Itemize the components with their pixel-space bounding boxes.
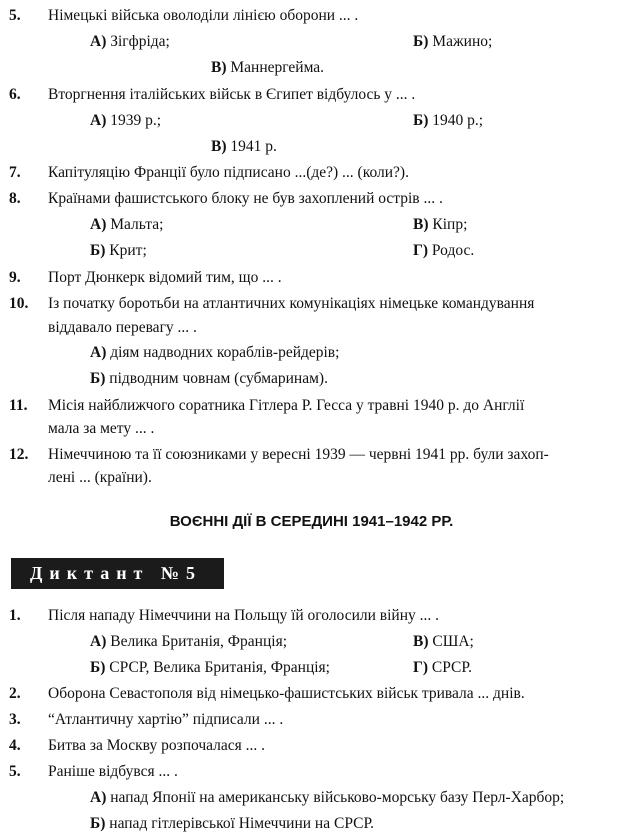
question-number: 10. bbox=[9, 295, 29, 312]
answer-row bbox=[0, 109, 623, 133]
question-text: Країнами фашистського блоку не був захоплений острів ... . bbox=[48, 190, 443, 207]
question-number: 4. bbox=[9, 737, 21, 754]
answer-row bbox=[0, 367, 623, 391]
answer-option: Г) Родос. bbox=[413, 242, 475, 259]
question-text: Капітуляцію Франції було підписано ...(де?) ... (коли?). bbox=[48, 164, 409, 181]
answer-option: Б) СРСР, Велика Британія, Франція; bbox=[90, 659, 330, 676]
question-number: 5. bbox=[9, 7, 21, 24]
answer-option: А) Зігфріда; bbox=[90, 33, 170, 50]
question-10-cont bbox=[0, 316, 623, 340]
question-number: 7. bbox=[9, 164, 21, 181]
answer-option: В) США; bbox=[413, 633, 474, 650]
answer-option: А) діям надводних кораблів-рейдерів; bbox=[90, 344, 340, 361]
question-number: 9. bbox=[9, 269, 21, 286]
question-text-line-2: віддавало перевагу ... . bbox=[48, 319, 197, 336]
question-12 bbox=[0, 443, 623, 467]
answer-option: А) 1939 р.; bbox=[90, 112, 162, 129]
question-text: “Атлантичну хартію” підписали ... . bbox=[48, 711, 284, 728]
dictation-banner: Диктант №5 bbox=[11, 558, 224, 589]
question-12-cont bbox=[0, 466, 623, 490]
question-text: Битва за Москву розпочалася ... . bbox=[48, 737, 266, 754]
question-number: 5. bbox=[9, 763, 21, 780]
answer-row bbox=[0, 812, 623, 836]
answer-row bbox=[0, 30, 623, 54]
question-text: Після нападу Німеччини на Польщу їй оголосили війну ... . bbox=[48, 607, 439, 624]
question-6 bbox=[0, 83, 623, 107]
dictation-question-4 bbox=[0, 734, 623, 758]
answer-option: Г) СРСР. bbox=[413, 659, 472, 676]
answer-row bbox=[0, 630, 623, 654]
question-text: Німецькі війська оволоділи лінією оборони ... . bbox=[48, 7, 359, 24]
dictation-question-3 bbox=[0, 708, 623, 732]
question-7 bbox=[0, 161, 623, 185]
question-number: 2. bbox=[9, 685, 21, 702]
answer-row bbox=[0, 135, 623, 159]
answer-option: Б) підводним човнам (субмаринам). bbox=[90, 370, 328, 387]
answer-row bbox=[0, 213, 623, 237]
question-text-line-1: Місія найближчого соратника Гітлера Р. Гесса у травні 1940 р. до Англії bbox=[48, 397, 525, 414]
answer-option: Б) Крит; bbox=[90, 242, 147, 259]
answer-row bbox=[0, 786, 623, 810]
question-number: 6. bbox=[9, 86, 21, 103]
question-number: 1. bbox=[9, 607, 21, 624]
question-text-line-1: Із початку боротьби на атлантичних комунікаціях німецьке командування bbox=[48, 295, 535, 312]
question-9 bbox=[0, 266, 623, 290]
question-text: Вторгнення італійських військ в Єгипет відбулось у ... . bbox=[48, 86, 416, 103]
answer-row bbox=[0, 239, 623, 263]
section-title: ВОЄННІ ДІЇ В СЕРЕДИНІ 1941–1942 РР. bbox=[169, 513, 454, 530]
answer-option: В) Маннергейма. bbox=[211, 59, 325, 76]
question-text-line-2: мала за мету ... . bbox=[48, 420, 155, 437]
answer-option: Б) Мажино; bbox=[413, 33, 493, 50]
question-text: Раніше відбувся ... . bbox=[48, 763, 178, 780]
answer-option: А) Мальта; bbox=[90, 216, 164, 233]
answer-option: А) напад Японії на американську військово-морську базу Перл-Харбор; bbox=[90, 789, 565, 806]
answer-row bbox=[0, 341, 623, 365]
question-number: 3. bbox=[9, 711, 21, 728]
question-number: 11. bbox=[9, 397, 28, 414]
question-11 bbox=[0, 394, 623, 418]
answer-row bbox=[0, 56, 623, 80]
question-text: Оборона Севастополя від німецько-фашистських військ тривала ... днів. bbox=[48, 685, 525, 702]
question-text: Порт Дюнкерк відомий тим, що ... . bbox=[48, 269, 282, 286]
question-text-line-2: лені ... (країни). bbox=[48, 469, 152, 486]
question-number: 12. bbox=[9, 446, 29, 463]
answer-option: В) 1941 р. bbox=[211, 138, 277, 155]
answer-option: Б) 1940 р.; bbox=[413, 112, 484, 129]
dictation-question-5 bbox=[0, 760, 623, 784]
answer-option: В) Кіпр; bbox=[413, 216, 468, 233]
question-11-cont bbox=[0, 417, 623, 441]
question-8 bbox=[0, 187, 623, 211]
question-number: 8. bbox=[9, 190, 21, 207]
dictation-question-2 bbox=[0, 682, 623, 706]
dictation-question-1 bbox=[0, 604, 623, 628]
answer-option: Б) напад гітлерівської Німеччини на СРСР. bbox=[90, 815, 375, 832]
question-5 bbox=[0, 4, 623, 28]
question-10 bbox=[0, 292, 623, 316]
question-text-line-1: Німеччиною та її союзниками у вересні 1939 — червні 1941 рр. були захоп- bbox=[48, 446, 549, 463]
answer-row bbox=[0, 656, 623, 680]
answer-option: А) Велика Британія, Франція; bbox=[90, 633, 288, 650]
